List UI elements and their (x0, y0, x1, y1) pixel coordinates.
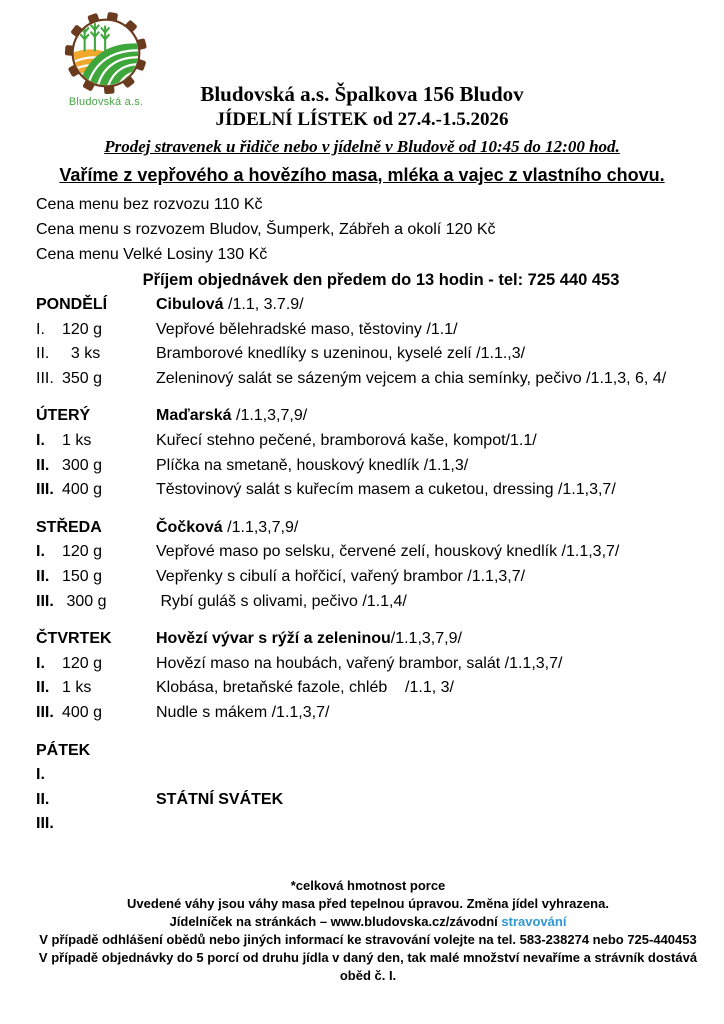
item-description: Vepřové bělehradské maso, těstoviny /1.1/ (156, 320, 458, 338)
item-description: Vepřenky s cibulí a hořčicí, vařený brambor /1.1,3,7/ (156, 567, 526, 585)
item-description: Zeleninový salát se sázeným vejcem a chia semínky, pečivo /1.1,3, 6, 4/ (156, 369, 667, 387)
doc-title: Bludovská a.s. Špalkova 156 Bludov (200, 82, 524, 106)
item-numeral: II. (36, 345, 50, 363)
item-quantity: 1 ks (62, 679, 92, 697)
soup-name: Cibulová (156, 296, 224, 313)
item-description (156, 763, 712, 788)
menu-item-row (36, 676, 712, 701)
menu-item-row (36, 318, 712, 343)
soup-line (156, 627, 462, 652)
price-list (36, 192, 724, 267)
item-quantity: 300 g (62, 456, 103, 474)
menu-item-row (36, 367, 712, 392)
item-quantity: 150 g (62, 567, 103, 585)
footer-site-line (30, 913, 706, 931)
item-numeral: I. (36, 766, 45, 784)
order-deadline-phone: Příjem objednávek den předem do 13 hodin - tel: 725 440 453 (142, 271, 620, 289)
item-quantity: 400 g (62, 703, 103, 721)
item-numeral: I. (36, 654, 45, 672)
item-quantity: 120 g (62, 320, 103, 338)
day-section-wednesday (36, 516, 712, 614)
menu-item-row (36, 429, 712, 454)
footer-phone-note: V případě odhlášení obědů nebo jiných informací ke stravování volejte na tel. 583-238274 nebo 725-440453 (39, 931, 697, 947)
menu-item-row (36, 763, 712, 788)
item-quantity (62, 763, 156, 788)
menu-item-row (36, 812, 712, 837)
logo-caption: Bludovská a.s. (68, 96, 144, 108)
item-numeral: I. (36, 431, 45, 449)
item-numeral: II. (36, 567, 50, 585)
item-numeral: III. (36, 481, 54, 499)
day-header (36, 404, 712, 429)
footer-notes (18, 877, 706, 985)
soup-line (156, 293, 304, 318)
day-header (36, 516, 712, 541)
weekly-menu (36, 293, 712, 837)
menu-item-row (36, 342, 712, 367)
day-header (36, 739, 712, 764)
item-description (156, 812, 712, 837)
item-quantity (62, 788, 156, 813)
item-numeral: I. (36, 543, 45, 561)
price-line-delivery: Cena menu s rozvozem Bludov, Šumperk, Zábřeh a okolí 120 Kč (36, 221, 496, 238)
item-numeral: III. (36, 592, 54, 610)
state-holiday-label: STÁTNÍ SVÁTEK (156, 790, 284, 808)
item-numeral: II. (36, 456, 50, 474)
item-description: Plíčka na smetaně, houskový knedlík /1.1,3/ (156, 456, 469, 474)
soup-allergens: /1.1, 3.7.9/ (223, 296, 304, 313)
menu-item-row (36, 652, 712, 677)
item-description: Bramborové knedlíky s uzeninou, kyselé zelí /1.1.,3/ (156, 345, 526, 363)
item-description: Těstovinový salát s kuřecím masem a cuketou, dressing /1.1,3,7/ (156, 481, 616, 499)
menu-item-row (36, 454, 712, 479)
day-section-thursday (36, 627, 712, 725)
footer-weights-note: Uvedené váhy jsou váhy masa před tepelnou úpravou. Změna jídel vyhrazena. (127, 895, 609, 911)
item-quantity: 300 g (62, 592, 107, 610)
doc-subtitle: JÍDELNÍ LÍSTEK od 27.4.-1.5.2026 (215, 109, 509, 130)
soup-allergens: /1.1,3,7,9/ (222, 518, 299, 536)
menu-item-row (36, 590, 712, 615)
item-quantity: 3 ks (62, 345, 101, 363)
item-description: Rybí guláš s olivami, pečivo /1.1,4/ (156, 592, 407, 610)
soup-name: Čočková (156, 518, 223, 536)
footer-site-prefix: Jídelníček na stránkách – www.bludovska.cz/závodní (169, 913, 502, 929)
footer-small-order-note: V případě objednávky do 5 porcí od druhu jídla v daný den, tak malé množství nevaříme a strávník dostává oběd č. I. (38, 949, 698, 983)
item-quantity: 1 ks (62, 431, 92, 449)
company-logo (58, 12, 154, 108)
item-numeral: III. (36, 815, 54, 833)
footer-site-link[interactable]: stravování (501, 913, 567, 929)
item-numeral: III. (36, 369, 54, 387)
menu-item-row (36, 701, 712, 726)
day-section-monday (36, 293, 712, 391)
day-name: ČTVRTEK (36, 630, 112, 648)
item-description: Hovězí maso na houbách, vařený brambor, salát /1.1,3,7/ (156, 654, 563, 672)
meal-ticket-sale-notice: Prodej stravenek u řidiče nebo v jídelně v Bludově od 10:45 do 12:00 hod. (104, 137, 620, 156)
day-section-tuesday (36, 404, 712, 502)
item-description: Klobása, bretaňské fazole, chléb /1.1, 3/ (156, 679, 454, 697)
menu-item-row (36, 788, 712, 813)
day-name: STŘEDA (36, 518, 102, 536)
menu-item-row (36, 540, 712, 565)
day-name: ÚTERÝ (36, 407, 91, 425)
item-description: Vepřové maso po selsku, červené zelí, houskový knedlík /1.1,3,7/ (156, 543, 620, 561)
item-quantity: 120 g (62, 543, 103, 561)
menu-item-row (36, 565, 712, 590)
item-description: Nudle s mákem /1.1,3,7/ (156, 703, 330, 721)
cooking-sources-notice: Vaříme z vepřového a hovězího masa, mléka a vajec z vlastního chovu. (59, 165, 665, 185)
item-quantity: 120 g (62, 654, 103, 672)
price-line-no-delivery: Cena menu bez rozvozu 110 Kč (36, 196, 263, 213)
soup-name: Maďarská (156, 407, 232, 425)
price-line-velke-losiny: Cena menu Velké Losiny 130 Kč (36, 246, 268, 263)
soup-name: Hovězí vývar s rýží a zeleninou (156, 630, 391, 648)
day-name: PONDĚLÍ (36, 296, 108, 313)
item-quantity: 400 g (62, 481, 103, 499)
menu-item-row (36, 478, 712, 503)
item-description: Kuřecí stehno pečené, bramborová kaše, kompot/1.1/ (156, 431, 537, 449)
item-numeral: II. (36, 790, 50, 808)
item-numeral: III. (36, 703, 54, 721)
item-quantity: 350 g (62, 369, 103, 387)
day-header (36, 627, 712, 652)
item-quantity (62, 812, 156, 837)
day-name: PÁTEK (36, 741, 91, 759)
soup-line (156, 404, 307, 429)
company-logo-icon (63, 12, 149, 94)
soup-line (156, 516, 298, 541)
day-section-friday (36, 739, 712, 837)
day-header (36, 293, 712, 318)
item-numeral: II. (36, 679, 50, 697)
item-numeral: I. (36, 320, 45, 338)
soup-allergens: /1.1,3,7,9/ (231, 407, 308, 425)
footer-portion-note: *celková hmotnost porce (290, 877, 446, 893)
soup-allergens: /1.1,3,7,9/ (390, 630, 462, 648)
